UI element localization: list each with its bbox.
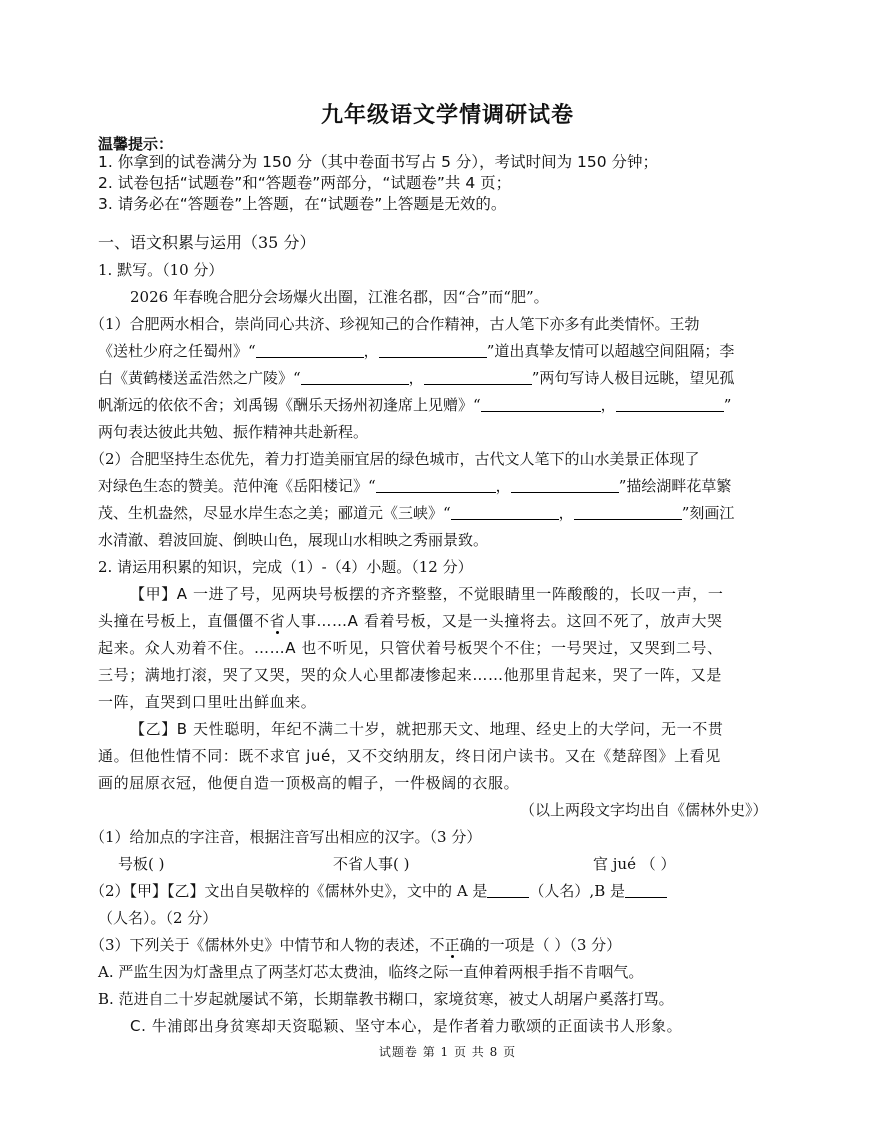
answer-blank[interactable] <box>424 366 532 385</box>
q1-p2-line: 水清澈、碧波回旋、倒映山色，展现山水相映之秀丽景致。 <box>98 531 489 549</box>
text-segment: 白《黄鹤楼送孟浩然之广陵》“ <box>98 369 301 387</box>
text-segment: ” <box>723 396 732 414</box>
notice-item: 2. 试卷包括“试题卷”和“答题卷”两部分，“试题卷”共 4 页； <box>98 174 512 192</box>
answer-blank[interactable] <box>616 393 724 412</box>
yi-passage-line: 画的屈原衣冠，他便自造一顶极高的帽子，一件极阔的衣服。 <box>98 774 520 792</box>
section-1 <box>90 230 828 1035</box>
jia-passage-line: 起来。众人劝着不住。……A 也不听见，只管伏着号板哭个不住；一号哭过，又哭到二号、 <box>98 639 723 657</box>
answer-blank[interactable] <box>376 474 496 493</box>
q1-p2-line <box>98 473 731 499</box>
notice-block <box>98 136 658 215</box>
notice-heading: 温馨提示： <box>98 135 174 153</box>
question-1-intro: 2026 年春晚合肥分会场爆火出圈，江淮名郡，因“合”而“肥”。 <box>130 288 549 306</box>
text-segment: 人事……A 看着号板，又是一头撞将去。这回不死了，放声大哭 <box>285 612 723 630</box>
answer-blank[interactable] <box>451 501 559 520</box>
option-c[interactable]: C. 牛浦郎出身贫寒却天资聪颖、坚守本心，是作者着力歌颂的正面读书人形象。 <box>130 1017 683 1035</box>
text-segment: 的一项是（ ）（3 分） <box>474 936 622 954</box>
jia-passage-line: 一阵，直哭到口里吐出鲜血来。 <box>98 693 317 711</box>
text-segment: 头撞在号板上，直僵僵不 <box>98 612 270 630</box>
dotted-char: 省 <box>269 612 286 630</box>
section-heading: 一、语文积累与运用（35 分） <box>98 233 316 252</box>
text-segment: ， <box>600 396 616 414</box>
q1-p2-line <box>98 500 734 526</box>
text-segment: ， <box>408 369 424 387</box>
notice-item: 3. 请务必在“答题卷”上答题，在“试题卷”上答题是无效的。 <box>98 195 507 213</box>
q1-p1-line <box>98 392 731 418</box>
text-segment: ”道出真挚友情可以超越空间阻隔；李 <box>486 342 735 360</box>
q2-sub1-item[interactable]: 不省人事( ) <box>333 855 410 873</box>
answer-blank[interactable] <box>256 339 364 358</box>
q2-sub2-line <box>90 878 667 904</box>
yi-passage-line: 【乙】B 天性聪明，年纪不满二十岁，就把那天文、地理、经史上的大学问，无一不贯 <box>130 720 724 738</box>
jia-passage-line: 三号；满地打滚，哭了又哭，哭的众人心里都凄惨起来……他那里肯起来，哭了一阵，又是 <box>98 666 723 684</box>
answer-blank[interactable] <box>625 879 667 898</box>
page-footer: 试题卷 第 1 页 共 8 页 <box>378 1045 517 1059</box>
notice-item: 1. 你拿到的试卷满分为 150 分（其中卷面书写占 5 分），考试时间为 150 分钟； <box>98 153 659 171</box>
q2-sub1-item[interactable]: 官 jué （ ） <box>593 855 676 873</box>
yi-passage-line: 通。但他性情不同：既不求官 jué，又不交纳朋友，终日闭户读书。又在《楚辞图》上看见 <box>98 747 721 765</box>
option-a[interactable]: A. 严监生因为灯盏里点了两茎灯芯太费油，临终之际一直伸着两根手指不肯咽气。 <box>98 963 644 981</box>
jia-passage-line: 【甲】A 一进了号，见两块号板摆的齐齐整整，不觉眼睛里一阵酸酸的，长叹一声，一 <box>130 585 724 603</box>
text-segment: ， <box>363 342 379 360</box>
text-segment: ”描绘湖畔花草繁 <box>618 477 732 495</box>
answer-blank[interactable] <box>511 474 619 493</box>
q1-p1-line <box>98 365 734 391</box>
text-segment: （3）下列关于《儒林外史》中情节和人物的表述， <box>90 936 430 954</box>
text-segment: ”刻画江 <box>681 504 735 522</box>
q1-p1-line: （1）合肥两水相合，崇尚同心共济、珍视知己的合作精神，古人笔下亦多有此类情怀。王勃 <box>90 315 700 333</box>
q2-sub2-line: （人名）。（2 分） <box>98 909 218 927</box>
text-segment: 帆渐远的依依不舍；刘禹锡《酬乐天扬州初逢席上见赠》“ <box>98 396 481 414</box>
dotted-text: 不正确 <box>429 936 475 954</box>
text-segment: 茂、生机盎然，尽显水岸生态之美；郦道元《三峡》“ <box>98 504 451 522</box>
q2-sub1-stem: （1）给加点的字注音，根据注音写出相应的汉字。（3 分） <box>90 828 482 846</box>
text-segment: ， <box>495 477 511 495</box>
question-1-stem: 1. 默写。（10 分） <box>98 261 224 279</box>
q1-p1-line: 两句表达彼此共勉、振作精神共赴新程。 <box>98 423 369 441</box>
text-segment: ， <box>558 504 574 522</box>
passage-source: （以上两段文字均出自《儒林外史》） <box>520 801 768 819</box>
answer-blank[interactable] <box>481 393 601 412</box>
text-segment: ”两句写诗人极目远眺，望见孤 <box>531 369 735 387</box>
text-segment: 对绿色生态的赞美。范仲淹《岳阳楼记》“ <box>98 477 376 495</box>
answer-blank[interactable] <box>574 501 682 520</box>
option-b[interactable]: B. 范进自二十岁起就屡试不第，长期靠教书糊口，家境贫寒，被丈人胡屠户奚落打骂。 <box>98 990 674 1008</box>
page-title: 九年级语文学情调研试卷 <box>320 103 574 128</box>
answer-blank[interactable] <box>301 366 409 385</box>
q2-sub1-item[interactable]: 号板( ) <box>118 855 165 873</box>
text-segment: 《送杜少府之任蜀州》“ <box>98 342 256 360</box>
jia-passage-line <box>98 608 723 634</box>
q1-p1-line <box>98 338 734 364</box>
text-segment: （人名）,B 是 <box>529 882 625 900</box>
answer-blank[interactable] <box>379 339 487 358</box>
answer-blank[interactable] <box>487 879 529 898</box>
question-2-stem: 2. 请运用积累的知识，完成（1）-（4）小题。（12 分） <box>98 558 473 576</box>
q2-sub3-stem <box>90 932 621 958</box>
text-segment: （2）【甲】【乙】文出自吴敬梓的《儒林外史》，文中的 A 是 <box>90 882 488 900</box>
q1-p2-line: （2）合肥坚持生态优先，着力打造美丽宜居的绿色城市，古代文人笔下的山水美景正体现了 <box>90 450 700 468</box>
